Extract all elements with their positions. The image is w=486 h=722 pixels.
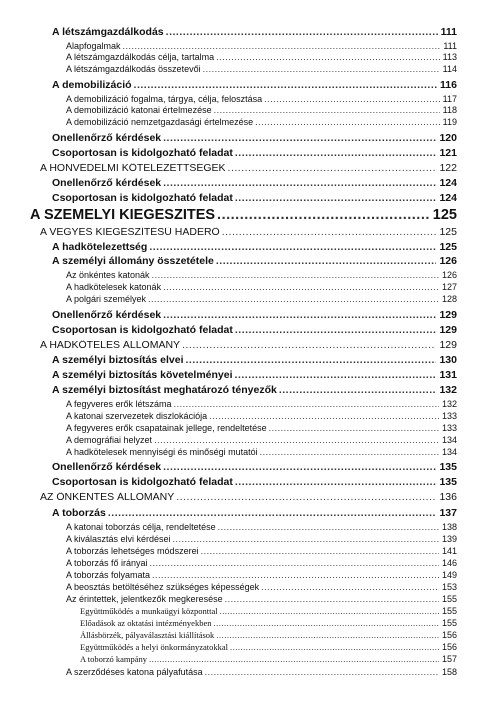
toc-leader-dots [123,42,441,51]
toc-leader-dots [279,385,437,396]
toc-entry-page-number: 124 [439,178,457,189]
toc-entry-page-number: 120 [439,133,457,144]
toc-entry-title: A személyi állomány összetétele [52,256,214,267]
toc-entry[interactable] [52,80,457,91]
toc-entry-title: A kiválasztás elvi kérdései [66,535,171,544]
toc-entry-page-number: 124 [439,193,457,204]
toc-entry[interactable] [66,65,457,74]
toc-leader-dots [216,631,439,640]
toc-entry-title: A hadkötelezettség [52,242,148,253]
toc-leader-dots [235,477,437,488]
toc-entry-title: Együttműködés a munkaügyi központtal [80,607,218,616]
toc-entry[interactable] [40,492,457,503]
toc-leader-dots [225,595,439,604]
toc-leader-dots [149,242,436,253]
toc-leader-dots [264,95,440,104]
toc-leader-dots [230,643,439,652]
toc-entry-page-number: 157 [441,655,457,664]
toc-entry-page-number: 131 [439,370,457,381]
toc-entry-title: Az önkéntes katonák [66,271,150,280]
toc-entry-page-number: 129 [439,340,457,351]
toc-entry-page-number: 156 [441,643,457,652]
toc-leader-dots [203,65,440,74]
toc-entry-page-number: 134 [441,448,457,457]
toc-entry[interactable] [66,412,457,421]
toc-entry[interactable] [52,193,457,204]
toc-entry[interactable] [52,242,457,253]
toc-entry-page-number: 135 [439,462,457,473]
toc-entry[interactable] [66,523,457,532]
toc-leader-dots [216,256,437,267]
toc-entry-page-number: 111 [443,42,457,51]
toc-entry-title: A SZEMÉLYI KIEGÉSZÍTÉS [30,208,216,223]
toc-entry[interactable] [52,178,457,189]
toc-entry-page-number: 137 [439,508,457,519]
toc-entry-title: A létszámgazdálkodás célja, tartalma [66,53,215,62]
toc-leader-dots [214,106,440,115]
toc-leader-dots [148,295,439,304]
toc-entry-title: A polgári személyek [66,295,147,304]
toc-entry-title: A toborzás folyamata [66,571,151,580]
toc-entry[interactable] [30,208,457,223]
toc-entry-page-number: 129 [439,325,457,336]
toc-entry[interactable] [80,643,457,652]
toc-entry[interactable] [80,619,457,628]
toc-entry[interactable] [52,508,457,519]
toc-entry-title: Csoportosan is kidolgozható feladat [52,325,233,336]
toc-leader-dots [218,523,439,532]
toc-entry[interactable] [52,325,457,336]
toc-leader-dots [235,148,437,159]
toc-entry-page-number: 125 [439,227,457,238]
toc-entry-title: A létszámgazdálkodás összetevői [66,65,201,74]
toc-leader-dots [163,462,436,473]
toc-leader-dots [149,655,439,664]
toc-entry-page-number: 130 [439,355,457,366]
toc-entry-title: A demobilizáció nemzetgazdasági értelmezése [66,118,254,127]
toc-leader-dots [222,227,437,238]
toc-entry-page-number: 129 [439,310,457,321]
toc-entry-title: A beosztás betöltéséhez szükséges képességek [66,583,260,592]
toc-entry-title: A toborzó kampány [80,655,148,664]
toc-entry-page-number: 133 [441,424,457,433]
toc-entry-title: A hadkötelesek katonák [66,283,162,292]
toc-entry[interactable] [66,448,457,457]
toc-leader-dots [176,492,436,503]
toc-entry-page-number: 155 [441,607,457,616]
toc-entry[interactable] [66,118,457,127]
toc-entry-page-number: 135 [439,477,457,488]
toc-entry-title: A demográfiai helyzet [66,436,153,445]
toc-entry[interactable] [66,53,457,62]
toc-leader-dots [235,325,437,336]
toc-entry-page-number: 136 [439,492,457,503]
toc-entry[interactable] [66,42,457,51]
toc-entry-page-number: 146 [441,559,457,568]
toc-leader-dots [174,400,439,409]
toc-entry[interactable] [80,607,457,616]
toc-leader-dots [163,283,439,292]
toc-entry-title: A fegyveres erők létszáma [66,400,172,409]
toc-leader-dots [217,208,430,223]
toc-entry-page-number: 132 [439,385,457,396]
toc-entry-page-number: 156 [441,631,457,640]
toc-entry[interactable] [66,595,457,604]
toc-leader-dots [108,508,437,519]
toc-entry-page-number: 158 [441,668,457,677]
toc-entry-title: A szerződéses katona pályafutása [66,668,203,677]
toc-entry-title: A VEGYES KIEGÉSZÍTÉSŰ HADERŐ [40,227,220,238]
toc-leader-dots [134,80,438,91]
toc-leader-dots [213,619,439,628]
toc-leader-dots [255,118,440,127]
toc-entry-title: A katonai szervezetek diszlokációja [66,412,208,421]
toc-entry-page-number: 138 [441,523,457,532]
toc-entry-title: A demobilizáció [52,80,132,91]
toc-entry-page-number: 153 [441,583,457,592]
toc-entry-title: Állásbörzék, pályaválasztási kiállítások [80,631,215,640]
toc-entry[interactable] [52,477,457,488]
toc-entry-page-number: 141 [441,547,457,556]
toc-leader-dots [235,370,437,381]
toc-entry[interactable] [66,424,457,433]
toc-entry[interactable] [52,370,457,381]
toc-entry-title: Csoportosan is kidolgozható feladat [52,193,233,204]
toc-entry[interactable] [66,571,457,580]
toc-entry-title: Önellenőrző kérdések [52,178,162,189]
toc-leader-dots [220,607,439,616]
toc-entry[interactable] [52,148,457,159]
toc-leader-dots [154,436,439,445]
toc-entry[interactable] [52,385,457,396]
toc-entry-title: A toborzás fő irányai [66,559,148,568]
toc-leader-dots [186,355,437,366]
toc-entry[interactable] [66,295,457,304]
toc-entry-title: A személyi biztosítást meghatározó tényezők [52,385,277,396]
toc-entry-title: Csoportosan is kidolgozható feladat [52,148,233,159]
toc-entry[interactable] [66,559,457,568]
toc-entry-title: A HADKÖTELES ÁLLOMÁNY [40,340,181,351]
toc-entry[interactable] [66,283,457,292]
toc-entry[interactable] [52,27,457,38]
toc-entry-page-number: 132 [441,400,457,409]
toc-entry-page-number: 117 [442,95,457,104]
toc-leader-dots [209,412,439,421]
toc-entry-title: A személyi biztosítás követelményei [52,370,233,381]
toc-entry[interactable] [66,106,457,115]
toc-entry-page-number: 126 [441,271,457,280]
toc-leader-dots [201,547,439,556]
toc-entry-title: Együttműködés a helyi önkormányzatokkal [80,643,229,652]
toc-entry-page-number: 118 [442,106,457,115]
toc-leader-dots [166,27,438,38]
toc-entry-title: A toborzás [52,508,106,519]
toc-entry-title: A személyi biztosítás elvei [52,355,184,366]
toc-leader-dots [173,535,439,544]
toc-entry-title: Az érintettek, jelentkezők megkeresése [66,595,223,604]
toc-entry[interactable] [40,163,457,174]
toc-entry-title: A létszámgazdálkodás [52,27,164,38]
toc-entry-page-number: 139 [441,535,457,544]
toc-entry-title: A HONVÉDELMI KÖTELEZETTSÉGEK [40,163,226,174]
toc-leader-dots [150,559,439,568]
toc-entry-page-number: 155 [441,595,457,604]
toc-leader-dots [182,340,436,351]
toc-entry[interactable] [66,95,457,104]
toc-entry[interactable] [52,310,457,321]
toc-entry-page-number: 114 [442,65,457,74]
toc-entry-title: A hadkötelesek mennyiségi és minőségi mutatói [66,448,258,457]
toc-entry[interactable] [66,271,457,280]
toc-entry-title: A demobilizáció fogalma, tárgya, célja, felosztása [66,95,263,104]
toc-entry-page-number: 149 [441,571,457,580]
toc-leader-dots [163,178,436,189]
toc-entry-title: Önellenőrző kérdések [52,133,162,144]
toc-leader-dots [205,668,439,677]
toc-leader-dots [235,193,437,204]
toc-entry[interactable] [52,133,457,144]
toc-leader-dots [269,424,439,433]
toc-entry-title: A demobilizáció katonai értelmezése [66,106,212,115]
toc-entry-page-number: 116 [440,80,457,91]
toc-entry-title: Alapfogalmak [66,42,121,51]
toc-entry-title: A toborzás lehetséges módszerei [66,547,199,556]
toc-leader-dots [152,271,439,280]
toc-leader-dots [261,583,439,592]
toc-leader-dots [163,133,436,144]
toc-entry[interactable] [66,668,457,677]
toc-entry-title: Csoportosan is kidolgozható feladat [52,477,233,488]
toc-entry-page-number: 122 [439,163,457,174]
toc-entry[interactable] [40,227,457,238]
toc-entry-page-number: 155 [441,619,457,628]
toc-entry-title: A fegyveres erők csapatainak jellege, rendeltetése [66,424,267,433]
toc-entry-page-number: 133 [441,412,457,421]
toc-entry[interactable] [52,355,457,366]
toc-entry-title: A katonai toborzás célja, rendeltetése [66,523,216,532]
toc-leader-dots [228,163,437,174]
toc-entry-page-number: 111 [440,27,457,38]
toc-entry[interactable] [80,631,457,640]
toc-entry[interactable] [66,436,457,445]
toc-entry[interactable] [66,400,457,409]
toc-entry-page-number: 134 [441,436,457,445]
toc-entry-page-number: 121 [439,148,457,159]
toc-entry-page-number: 125 [432,208,457,223]
toc-entry[interactable] [66,535,457,544]
toc-entry-title: Önellenőrző kérdések [52,462,162,473]
toc-entry[interactable] [66,583,457,592]
toc-entry-title: AZ ÖNKÉNTES ÁLLOMÁNY [40,492,175,503]
toc-leader-dots [152,571,439,580]
toc-leader-dots [216,53,440,62]
toc-entry-page-number: 127 [441,283,457,292]
toc-entry-page-number: 125 [439,242,457,253]
toc-entry[interactable] [66,547,457,556]
toc-entry-title: Önellenőrző kérdések [52,310,162,321]
toc-entry-page-number: 113 [442,53,457,62]
toc-leader-dots [260,448,439,457]
toc-entry[interactable] [80,655,457,664]
toc-entry[interactable] [40,340,457,351]
toc-entry-page-number: 128 [441,295,457,304]
toc-entry[interactable] [52,256,457,267]
toc-entry-page-number: 119 [442,118,457,127]
toc-leader-dots [163,310,436,321]
toc-entry-title: Előadások az oktatási intézményekben [80,619,212,628]
toc-entry-page-number: 126 [439,256,457,267]
toc-entry[interactable] [52,462,457,473]
